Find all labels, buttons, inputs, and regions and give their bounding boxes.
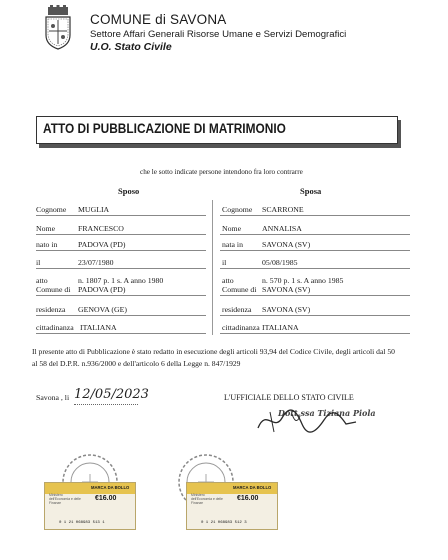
revenue-stamp: [44, 482, 136, 530]
legal-paragraph: [32, 346, 416, 370]
sposa-residenza-label: residenza: [222, 305, 252, 314]
svg-text:Dott.ssa Tiziana Piola: Dott.ssa Tiziana Piola: [278, 408, 376, 418]
sposa-atto-label: atto: [222, 276, 234, 285]
divider: [36, 215, 206, 216]
sposa-nome-label: Nome: [222, 224, 242, 233]
legal-paragraph-line: Il presente atto di Pubblicazione è stato redatto in esecuzione degli articoli 93,94 del Codice Civile, degli articoli dal 50: [32, 347, 395, 356]
divider: [220, 295, 410, 296]
sposa-atto: n. 570 p. 1 s. A anno 1985: [262, 276, 344, 285]
sposa-nata: SAVONA (SV): [262, 240, 311, 249]
sposa-nata-label: nata in: [222, 240, 243, 249]
sposa-cittadinanza: ITALIANA: [262, 323, 299, 332]
divider: [36, 250, 206, 251]
divider: [220, 333, 410, 334]
settore-name: Settore Affari Generali Risorse Umane e Servizi Demografici: [90, 29, 347, 40]
divider: [220, 234, 410, 235]
divider: [36, 268, 206, 269]
sposo-heading: Sposo: [118, 186, 140, 196]
document-title-box: [36, 116, 398, 144]
sposa-heading: Sposa: [300, 186, 322, 196]
divider: [36, 234, 206, 235]
sposa-il: 05/08/1985: [262, 258, 298, 267]
document-title: ATTO DI PUBBLICAZIONE DI MATRIMONIO: [43, 121, 286, 136]
uo-name: U.O. Stato Civile: [90, 41, 172, 53]
comune-crest-icon: [44, 7, 72, 49]
savona-li-label: Savona , li: [36, 393, 70, 402]
sposa-comune: SAVONA (SV): [262, 285, 311, 294]
sposo-cognome: MUGLIA: [78, 205, 110, 214]
sposo-residenza-label: residenza: [36, 305, 66, 314]
stamp-amount: €16.00: [237, 495, 259, 502]
sposo-il-label: il: [36, 258, 41, 267]
sposo-il: 23/07/1980: [78, 258, 114, 267]
divider: [36, 333, 206, 334]
sposa-cognome-label: Cognome: [222, 205, 253, 214]
comune-name: COMUNE di SAVONA: [90, 12, 227, 27]
ufficiale-label: L'UFFICIALE DELLO STATO CIVILE: [224, 393, 354, 402]
sposo-comune-label: Comune di: [36, 285, 71, 294]
sposa-il-label: il: [222, 258, 227, 267]
sposo-residenza: GENOVA (GE): [78, 305, 128, 314]
stamp-issuer: Ministero dell'Economia e delle Finanze: [191, 493, 223, 505]
sposo-nato-label: nato in: [36, 240, 58, 249]
sposo-nome-label: Nome: [36, 224, 56, 233]
sposo-cognome-label: Cognome: [36, 205, 67, 214]
stamp-title: MARCA DA BOLLO: [233, 485, 272, 490]
intro-text: che le sotto indicate persone intendono fra loro contrarre: [140, 168, 303, 176]
sposo-comune: PADOVA (PD): [78, 285, 126, 294]
sposa-residenza: SAVONA (SV): [262, 305, 311, 314]
revenue-stamp: [186, 482, 278, 530]
legal-paragraph-line: al 58 del D.P.R. n.936/2000 e dell'articolo 6 della Legge n. 847/1929: [32, 359, 241, 368]
divider: [220, 215, 410, 216]
sposo-atto: n. 1807 p. 1 s. A anno 1980: [78, 276, 164, 285]
divider: [36, 315, 206, 316]
sposo-nome: FRANCESCO: [78, 224, 124, 233]
divider: [36, 295, 206, 296]
handwritten-signature-icon: [252, 402, 376, 434]
stamp-code: 0 1 21 068983 512 3: [201, 521, 247, 525]
stamp-issuer: Ministero dell'Economia e delle Finanze: [49, 493, 81, 505]
stamp-code: 0 1 21 068983 513 1: [59, 521, 105, 525]
sposo-cittadinanza: ITALIANA: [80, 323, 117, 332]
sposo-atto-label: atto: [36, 276, 48, 285]
stamp-title: MARCA DA BOLLO: [91, 485, 130, 490]
sposa-cognome: SCARRONE: [262, 205, 304, 214]
divider: [220, 315, 410, 316]
column-divider: [212, 200, 213, 335]
sposa-cittadinanza-label: cittadinanza: [222, 323, 260, 332]
sposo-cittadinanza-label: cittadinanza: [36, 323, 74, 332]
divider: [220, 250, 410, 251]
stamp-amount: €16.00: [95, 495, 117, 502]
date-underline: [74, 404, 138, 405]
sposa-comune-label: Comune di: [222, 285, 257, 294]
sposa-nome: ANNALISA: [262, 224, 302, 233]
sposo-nato: PADOVA (PD): [78, 240, 126, 249]
divider: [220, 268, 410, 269]
handwritten-date: 12/05/2023: [74, 387, 149, 402]
